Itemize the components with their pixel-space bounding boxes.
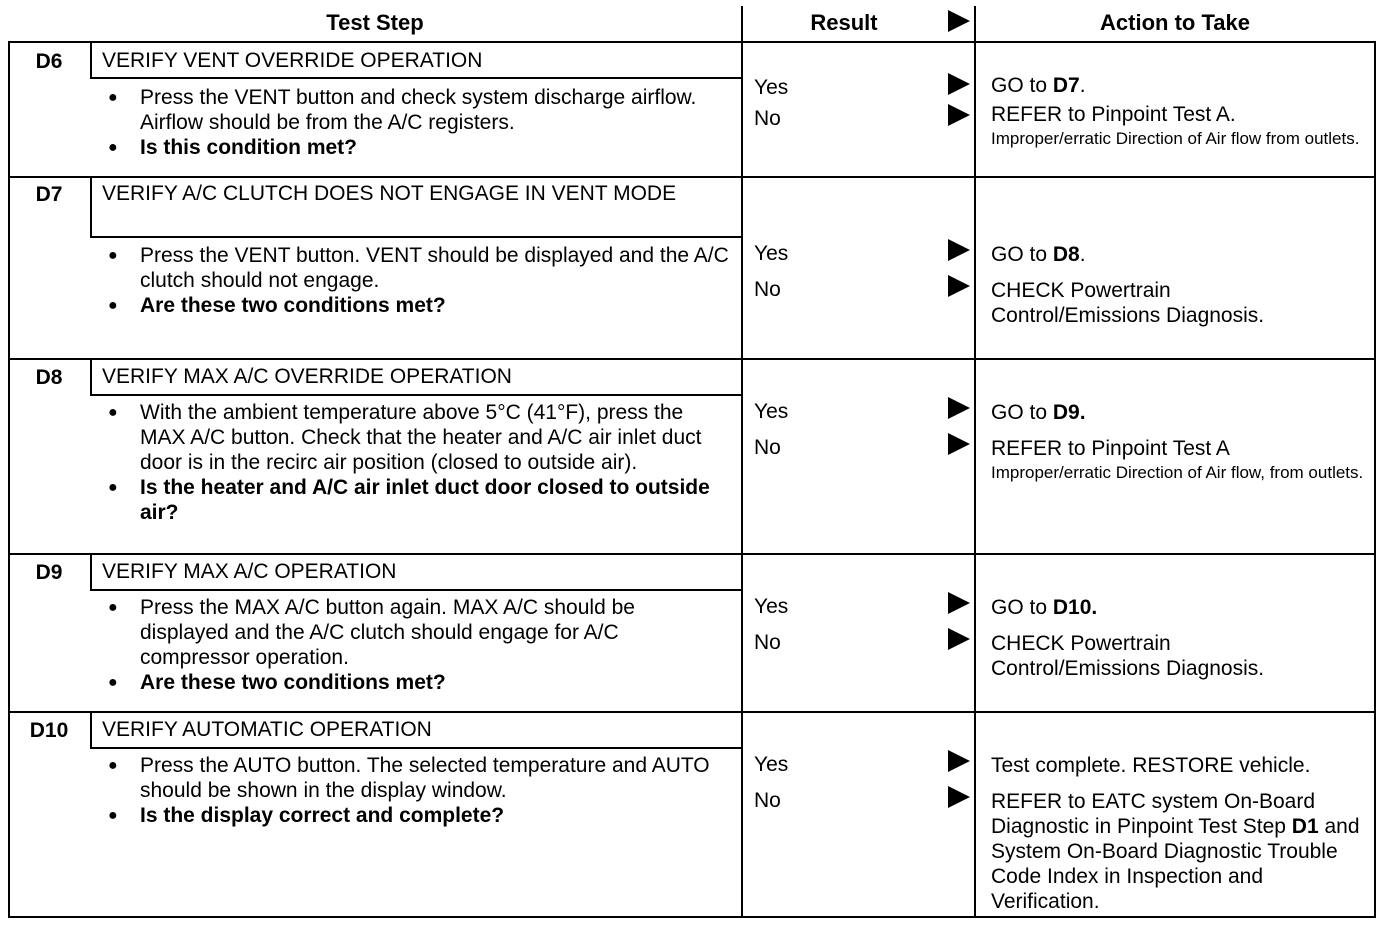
action-no-d9 — [991, 631, 1331, 681]
step-id-d7: D7 — [35, 183, 63, 206]
title-separator — [90, 77, 741, 79]
action-divider — [974, 6, 976, 918]
question-text: ● Are these two conditions met? — [100, 670, 715, 695]
result-yes: Yes — [754, 595, 789, 618]
row-separator — [8, 358, 1376, 360]
result-no: No — [754, 107, 781, 130]
header-result: Result — [810, 10, 878, 35]
arrow-right-icon — [948, 592, 970, 614]
question-text: ● Are these two conditions met? — [100, 293, 730, 318]
step-instructions-d6 — [100, 85, 730, 160]
step-instructions-d8 — [100, 400, 720, 525]
header-arrow-icon — [948, 10, 970, 32]
action-text: Test complete. RESTORE vehicle. — [991, 754, 1311, 777]
action-no-d7 — [991, 278, 1331, 328]
result-yes: Yes — [754, 400, 789, 423]
action-text: GO to — [991, 596, 1053, 619]
action-yes-d10 — [991, 753, 1371, 778]
question-text: ● Is the display correct and complete? — [100, 803, 730, 828]
instruction-text: ● Press the VENT button. VENT should be displayed and the A/C clutch should not engage. — [100, 243, 730, 293]
step-title-d8: VERIFY MAX A/C OVERRIDE OPERATION — [102, 365, 512, 388]
id-divider — [90, 177, 92, 237]
action-text: GO to — [991, 74, 1053, 97]
arrow-right-icon — [948, 786, 970, 808]
arrow-right-icon — [948, 397, 970, 419]
result-yes: Yes — [754, 76, 789, 99]
arrow-right-icon — [948, 73, 970, 95]
action-yes-d9 — [991, 595, 1371, 620]
action-yes-d7 — [991, 242, 1371, 267]
arrow-right-icon — [948, 239, 970, 261]
row-separator — [8, 176, 1376, 178]
action-text: GO to — [991, 243, 1053, 266]
instruction-text: ● Press the VENT button and check system discharge airflow. Airflow should be from the A/C registers. — [100, 85, 730, 135]
action-text: REFER to Pinpoint Test A — [991, 437, 1230, 460]
action-detail: Improper/erratic Direction of Air flow from outlets. — [991, 129, 1360, 148]
action-text: . — [1079, 74, 1086, 97]
id-divider — [90, 42, 92, 78]
action-text: CHECK Powertrain Control/Emissions Diagnosis. — [991, 632, 1265, 680]
action-text: REFER to Pinpoint Test A. — [991, 103, 1236, 126]
title-separator — [90, 589, 741, 591]
instruction-text: ● Press the MAX A/C button again. MAX A/C should be displayed and the A/C clutch should engage for A/C compressor operation. — [100, 595, 715, 670]
action-text: . — [1079, 243, 1086, 266]
table-left-border — [8, 42, 10, 918]
arrow-right-icon — [948, 104, 970, 126]
id-divider — [90, 712, 92, 748]
action-text: CHECK Powertrain Control/Emissions Diagnosis. — [991, 279, 1265, 327]
step-id-d9: D9 — [35, 561, 63, 584]
arrow-right-icon — [948, 750, 970, 772]
title-separator — [90, 747, 741, 749]
header-action: Action to Take — [1100, 10, 1250, 35]
step-id-d6: D6 — [35, 50, 63, 73]
result-no: No — [754, 789, 781, 812]
result-no: No — [754, 631, 781, 654]
action-no-d6 — [991, 102, 1371, 151]
step-id-d8: D8 — [35, 366, 63, 389]
row-separator — [8, 553, 1376, 555]
table-bottom-border — [8, 916, 1376, 918]
step-instructions-d7 — [100, 243, 730, 318]
step-instructions-d10 — [100, 753, 730, 828]
id-divider — [90, 359, 92, 395]
result-no: No — [754, 436, 781, 459]
result-yes: Yes — [754, 753, 789, 776]
arrow-right-icon — [948, 433, 970, 455]
step-reference: D9. — [1052, 401, 1086, 424]
action-yes-d8 — [991, 400, 1371, 425]
step-id-d10: D10 — [29, 719, 69, 742]
diagnostic-test-table — [8, 6, 1376, 918]
action-no-d10 — [991, 789, 1361, 914]
header-separator — [8, 41, 1376, 43]
step-instructions-d9 — [100, 595, 715, 695]
step-title-d6: VERIFY VENT OVERRIDE OPERATION — [102, 49, 483, 72]
arrow-right-icon — [948, 275, 970, 297]
arrow-right-icon — [948, 628, 970, 650]
action-yes-d6 — [991, 73, 1371, 98]
instruction-text: ● Press the AUTO button. The selected temperature and AUTO should be shown in the display window. — [100, 753, 730, 803]
header-test-step: Test Step — [326, 10, 424, 35]
step-reference: D7 — [1052, 74, 1080, 97]
instruction-text: ● With the ambient temperature above 5°C (41°F), press the MAX A/C button. Check that the heater and A/C air inlet duct door is in the recirc air position (closed to outside air). — [100, 400, 720, 475]
result-no: No — [754, 278, 781, 301]
action-no-d8 — [991, 436, 1371, 485]
result-yes: Yes — [754, 242, 789, 265]
step-reference: D1 — [1291, 815, 1319, 838]
action-text: GO to — [991, 401, 1053, 424]
step-title-d10: VERIFY AUTOMATIC OPERATION — [102, 718, 432, 741]
title-separator — [90, 394, 741, 396]
result-divider — [741, 6, 743, 918]
action-text: and System On-Board Diagnostic Trouble Code Index in Inspection and Verification. — [991, 815, 1360, 913]
question-text: ● Is this condition met? — [100, 135, 730, 160]
title-separator — [90, 236, 741, 238]
table-right-border — [1374, 42, 1376, 918]
step-title-d7: VERIFY A/C CLUTCH DOES NOT ENGAGE IN VENT MODE — [102, 182, 677, 205]
action-detail: Improper/erratic Direction of Air flow, from outlets. — [991, 463, 1364, 482]
step-title-d9: VERIFY MAX A/C OPERATION — [102, 560, 397, 583]
row-separator — [8, 711, 1376, 713]
action-text: REFER to EATC system On-Board Diagnostic in Pinpoint Test Step — [991, 790, 1316, 838]
id-divider — [90, 554, 92, 590]
step-reference: D10. — [1052, 596, 1098, 619]
step-reference: D8 — [1052, 243, 1080, 266]
question-text: ● Is the heater and A/C air inlet duct door closed to outside air? — [100, 475, 720, 525]
